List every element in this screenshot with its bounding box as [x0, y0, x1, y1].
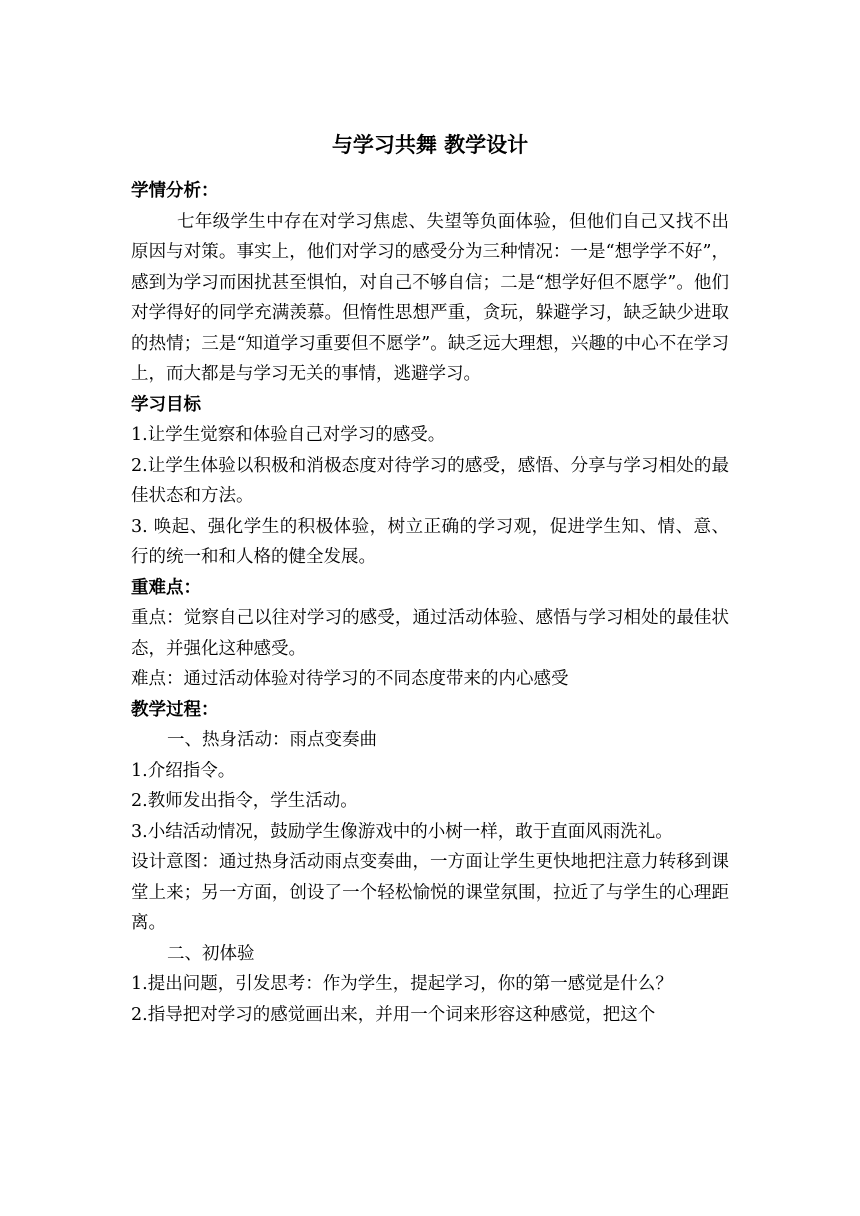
heading-key-points: 重难点：	[131, 577, 201, 598]
part1-design-intent: 设计意图：通过热身活动雨点变奏曲，一方面让学生更快地把注意力转移到课堂上来；另一方面，创设了一个轻松愉悦的课堂氛围，拉近了与学生的心理距离。	[131, 852, 729, 933]
document-title: 与学习共舞 教学设计	[331, 133, 529, 157]
part2-step-1: 1.提出问题，引发思考：作为学生，提起学习，你的第一感觉是什么？	[131, 974, 673, 994]
heading-teaching-process: 教学过程：	[131, 699, 219, 720]
student-analysis-paragraph: 七年级学生中存在对学习焦虑、失望等负面体验，但他们自己又找不出原因与对策。事实上，他们对学习的感受分为三种情况：一是“想学学不好”，感到为学习而困扰甚至惧怕，对自己不够自信；二是“想学好但不愿学”。他们对学得好的同学充满羡慕。但惰性思想严重，贪玩，躲避学习，缺乏缺少进取的热情；三是“知道学习重要但不愿学”。缺乏远大理想，兴趣的中心不在学习上，而大都是与学习无关的事情，逃避学习。	[131, 211, 729, 384]
difficulty-paragraph: 难点：通过活动体验对待学习的不同态度带来的内心感受	[131, 669, 569, 689]
heading-learning-goals: 学习目标	[131, 394, 201, 415]
heading-student-analysis: 学情分析：	[131, 181, 219, 201]
process-part1-title: 一、热身活动：雨点变奏曲	[167, 730, 377, 750]
part1-step-1: 1.介绍指令。	[131, 760, 236, 781]
goal-item-1: 1.让学生觉察和体验自己对学习的感受。	[131, 425, 446, 445]
part2-step-2: 2.指导把对学习的感觉画出来，并用一个词来形容这种感觉，把这个	[131, 1004, 656, 1025]
part1-step-2: 2.教师发出指令，学生活动。	[131, 791, 358, 811]
process-part2-title: 二、初体验	[167, 943, 255, 964]
document-page	[131, 128, 729, 1030]
key-point-paragraph: 重点：觉察自己以往对学习的感受，通过活动体验、感悟与学习相处的最佳状态，并强化这种感受。	[131, 608, 729, 659]
goal-item-3: 3. 唤起、强化学生的积极体验，树立正确的学习观，促进学生知、情、意、行的统一和和人格的健全发展。	[131, 516, 729, 567]
goal-item-2: 2.让学生体验以积极和消极态度对待学习的感受，感悟、分享与学习相处的最佳状态和方法。	[131, 455, 729, 506]
part1-step-3: 3.小结活动情况，鼓励学生像游戏中的小树一样，敢于直面风雨洗礼。	[131, 821, 673, 842]
